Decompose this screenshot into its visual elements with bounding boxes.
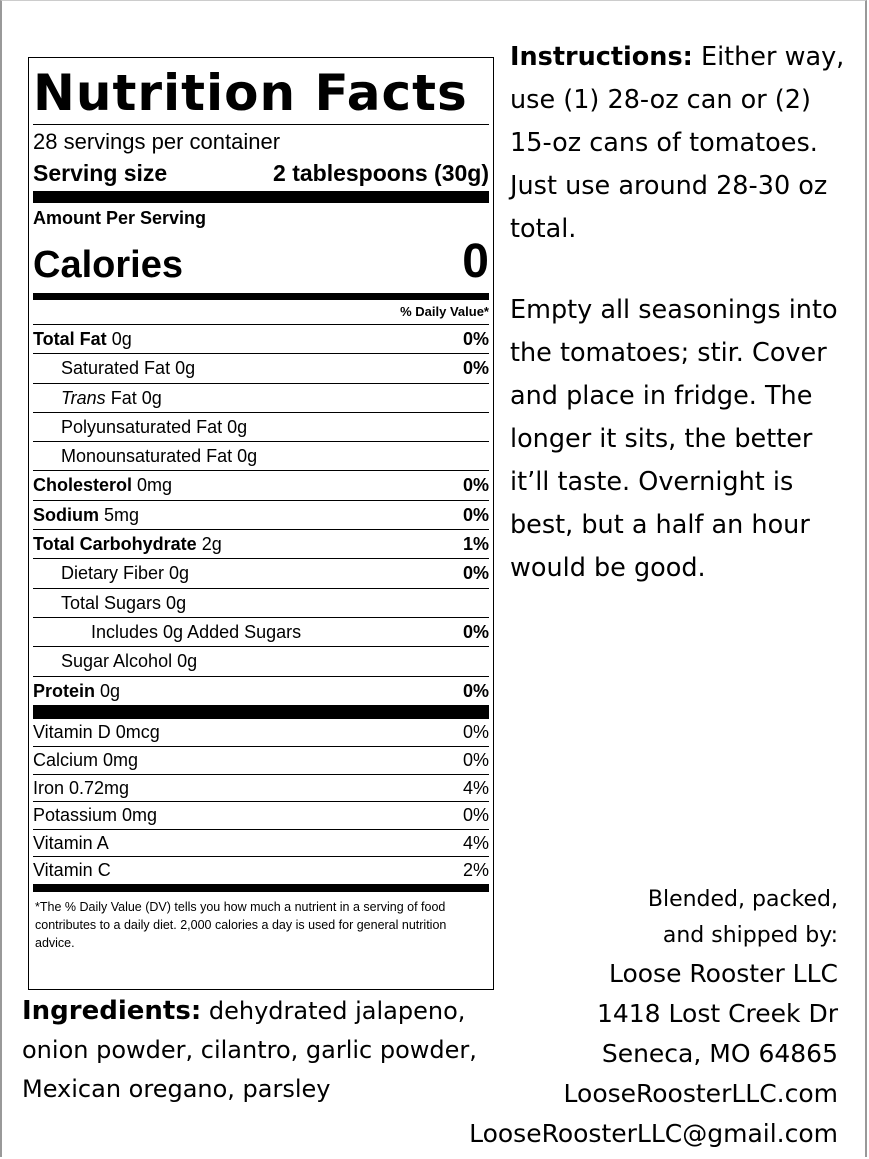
nutrient-amount: 0g <box>111 329 132 349</box>
vitamin-name: Vitamin A <box>33 832 109 853</box>
company-address-2: Seneca, MO 64865 <box>601 1039 838 1068</box>
nutrient-name: Sugar Alcohol 0g <box>61 651 198 672</box>
vitamin-pct: 4% <box>462 777 489 798</box>
nutrient-amount: 2g <box>201 534 222 555</box>
ingredients-block <box>22 992 492 1109</box>
nutrient-row-polyunsaturated-fat <box>33 412 489 441</box>
medium-divider <box>33 293 489 300</box>
nutrient-row-total-fat <box>33 324 489 353</box>
calories-label: Calories <box>33 244 183 286</box>
company-email: LooseRoosterLLC@gmail.com <box>469 1119 838 1148</box>
nutrient-row-monounsaturated-fat <box>33 441 489 470</box>
daily-value-footnote: *The % Daily Value (DV) tells you how much a nutrient in a serving of food contributes to a daily diet. 2,000 calories a day is used for general nutrition advice. <box>35 899 447 950</box>
instructions-para-1 <box>510 36 855 251</box>
thick-divider <box>33 705 489 719</box>
nutrition-facts-title: Nutrition Facts <box>33 64 468 122</box>
nutrient-row-trans-fat <box>33 383 489 412</box>
serving-size-value: 2 tablespoons (30g) <box>273 160 489 186</box>
medium-divider <box>33 884 489 892</box>
ingredients-heading: Ingredients: <box>22 996 202 1026</box>
nutrient-name: Sodium <box>33 504 99 525</box>
calories-row <box>33 229 489 287</box>
vitamin-row-iron <box>33 774 489 802</box>
nutrient-row-added-sugars <box>33 617 489 646</box>
nutrient-row-protein <box>33 676 489 705</box>
nutrient-row-total-carbohydrate <box>33 529 489 558</box>
company-tagline-1: Blended, packed, <box>647 887 838 912</box>
vitamin-name: Vitamin C <box>33 860 111 881</box>
serving-size-row <box>33 159 489 187</box>
nutrient-pct: 0% <box>462 329 489 349</box>
vitamin-name: Iron 0.72mg <box>33 777 130 798</box>
nutrient-name-italic: Trans <box>61 387 106 408</box>
nutrient-name: Total Fat <box>33 329 107 349</box>
instructions-text-2: Empty all seasonings into the tomatoes; stir. Cover and place in fridge. The longer it sits, the better it’ll taste. Overnight is best, but a half an hour would be good. <box>510 295 838 583</box>
vitamin-row-vitamin-d <box>33 719 489 747</box>
daily-value-header: % Daily Value* <box>400 304 489 319</box>
nutrient-row-sugar-alcohol <box>33 646 489 675</box>
vitamin-pct: 4% <box>462 832 489 853</box>
nutrient-name: Total Carbohydrate <box>33 534 197 555</box>
nutrient-name: Total Sugars 0g <box>61 592 187 613</box>
instructions-block <box>510 36 855 590</box>
nutrient-row-cholesterol <box>33 470 489 499</box>
company-tagline-2: and shipped by: <box>662 923 838 948</box>
nutrient-name: Cholesterol <box>33 475 133 496</box>
nutrient-name: Fat 0g <box>110 387 162 408</box>
nutrient-amount: 0mg <box>137 475 173 496</box>
vitamin-name: Vitamin D 0mcg <box>33 721 160 742</box>
ingredients-text: dehydrated jalapeno, onion powder, cilantro, garlic powder, Mexican oregano, parsley <box>22 997 477 1103</box>
nutrient-row-total-sugars <box>33 588 489 617</box>
vitamin-row-calcium <box>33 746 489 774</box>
nutrient-amount: 5mg <box>104 504 140 525</box>
nutrient-pct: 0% <box>462 504 489 525</box>
nutrient-name: Protein <box>33 680 96 701</box>
nutrient-pct: 0% <box>462 358 489 379</box>
calories-value: 0 <box>462 235 489 288</box>
nutrient-pct: 0% <box>462 475 489 496</box>
vitamin-pct: 0% <box>462 805 489 826</box>
instructions-text-1: Either way, use (1) 28-oz can or (2) 15-oz cans of tomatoes. Just use around 28-30 oz total. <box>510 42 845 244</box>
nutrient-pct: 1% <box>462 534 489 555</box>
nutrition-facts-panel <box>28 57 494 990</box>
nutrient-name: Includes 0g Added Sugars <box>91 621 302 642</box>
instructions-heading: Instructions: <box>510 42 693 72</box>
nutrient-name: Polyunsaturated Fat 0g <box>61 416 248 437</box>
nutrient-name: Dietary Fiber 0g <box>61 563 190 584</box>
company-website: LooseRoosterLLC.com <box>563 1079 838 1108</box>
nutrient-name: Saturated Fat 0g <box>61 358 196 379</box>
company-address-1: 1418 Lost Creek Dr <box>596 999 838 1028</box>
nutrient-pct: 0% <box>462 563 489 584</box>
company-info <box>469 882 838 1154</box>
servings-per-container: 28 servings per container <box>33 129 281 154</box>
nutrient-pct: 0% <box>462 621 489 642</box>
serving-size-label: Serving size <box>33 160 168 186</box>
nutrient-row-sodium <box>33 500 489 529</box>
nutrient-name: Monounsaturated Fat 0g <box>61 446 258 467</box>
vitamin-name: Potassium 0mg <box>33 805 158 826</box>
vitamin-pct: 0% <box>462 750 489 771</box>
vitamin-pct: 0% <box>462 721 489 742</box>
vitamin-row-vitamin-a <box>33 829 489 857</box>
nutrient-pct: 0% <box>462 680 489 701</box>
vitamin-row-vitamin-c <box>33 856 489 884</box>
vitamin-row-potassium <box>33 801 489 829</box>
amount-per-serving: Amount Per Serving <box>33 208 207 228</box>
vitamin-name: Calcium 0mg <box>33 750 139 771</box>
thick-divider <box>33 191 489 203</box>
company-name: Loose Rooster LLC <box>608 959 838 988</box>
vitamin-pct: 2% <box>462 860 489 881</box>
nutrient-row-dietary-fiber <box>33 558 489 587</box>
nutrient-row-saturated-fat <box>33 353 489 382</box>
nutrient-amount: 0g <box>100 680 121 701</box>
